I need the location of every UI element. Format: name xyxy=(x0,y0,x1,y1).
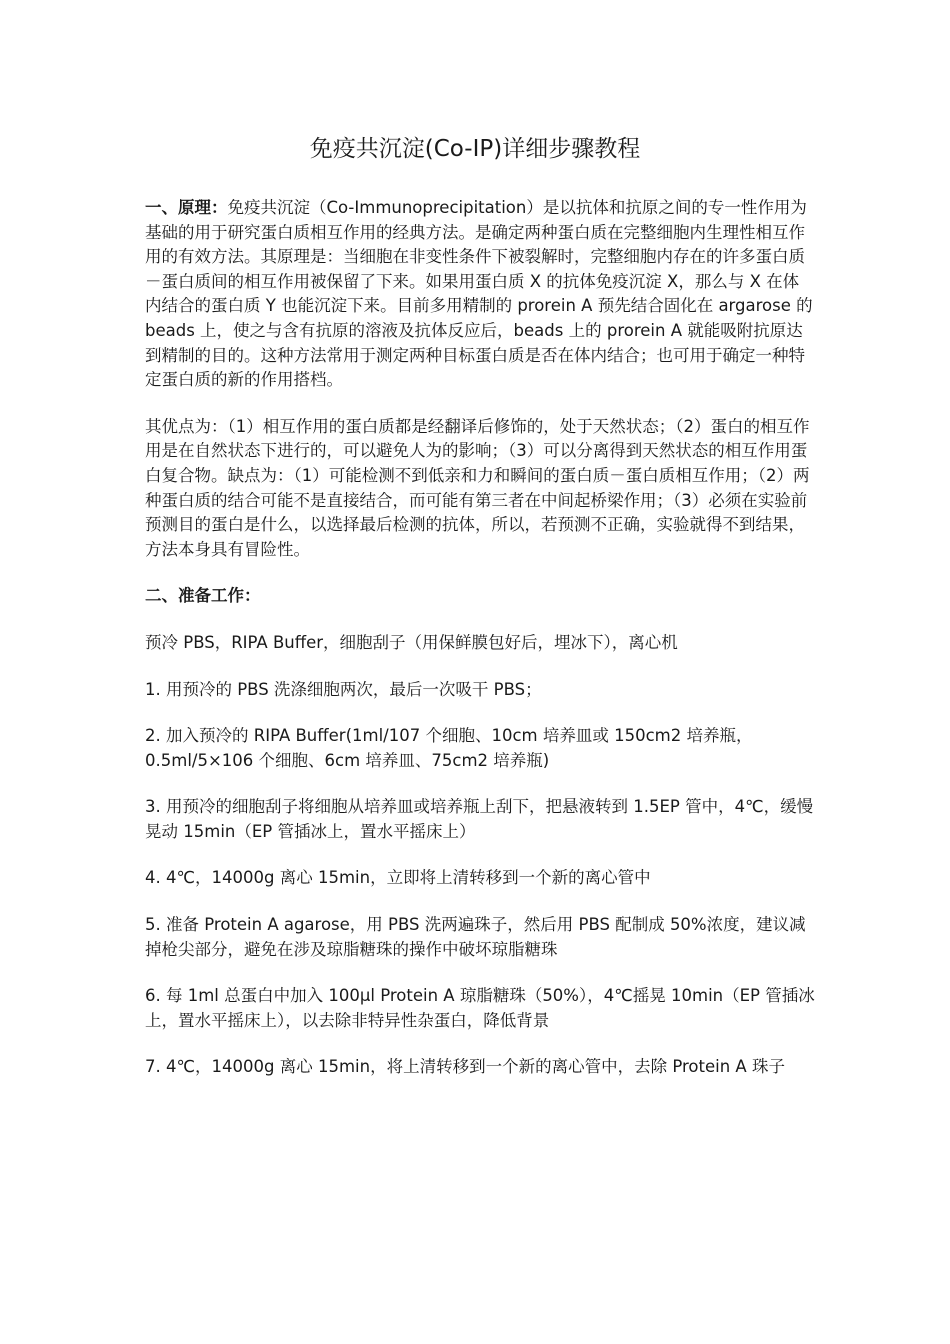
prep-heading: 二、准备工作： xyxy=(145,586,261,606)
step-1: 1. 用预冷的 PBS 洗涤细胞两次，最后一次吸干 PBS； xyxy=(145,679,542,699)
step-2: 2. 加入预冷的 RIPA Buffer(1ml/107 个细胞、10cm 培养皿或 150cm2 培养瓶，0.5ml/5×106 个细胞、6cm 培养皿、75cm2 培养瓶) xyxy=(145,726,753,770)
principle-heading: 一、原理： xyxy=(145,198,228,217)
step-3: 3. 用预冷的细胞刮子将细胞从培养皿或培养瓶上刮下，把悬液转到 1.5EP 管中，4℃，缓慢晃动 15min（EP 管插冰上，置水平摇床上） xyxy=(145,797,814,841)
step-7: 7. 4℃，14000g 离心 15min，将上清转移到一个新的离心管中，去除 Protein A 珠子 xyxy=(145,1057,785,1077)
step-4: 4. 4℃，14000g 离心 15min，立即将上清转移到一个新的离心管中 xyxy=(145,868,651,888)
principle-text: 免疫共沉淀（Co-Immunoprecipitation）是以抗体和抗原之间的专一性作用为基础的用于研究蛋白质相互作用的经典方法。是确定两种蛋白质在完整细胞内生理性相互作用的有效方法。其原理是：当细胞在非变性条件下被裂解时，完整细胞内存在的许多蛋白质－蛋白质间的相互作用被保留了下来。如果用蛋白质 X 的抗体免疫沉淀 X，那么与 X 在体内结合的蛋白质 Y 也能沉淀下来。目前多用精制的 prorein A 预先结合固化在 argarose 的 beads 上，使之与含有抗原的溶液及抗体反应后，beads 上的 prorein A 就能吸附抗原达到精制的目的。这种方法常用于测定两种目标蛋白质是否在体内结合；也可用于确定一种特定蛋白质的新的作用搭档。 xyxy=(145,198,813,390)
step-5: 5. 准备 Protein A agarose，用 PBS 洗两遍珠子，然后用 PBS 配制成 50%浓度，建议减掉枪尖部分，避免在涉及琼脂糖珠的操作中破坏琼脂糖珠 xyxy=(145,915,806,959)
prep-materials: 预冷 PBS，RIPA Buffer，细胞刮子（用保鲜膜包好后，埋冰下），离心机 xyxy=(145,632,678,652)
principle-paragraph xyxy=(145,196,815,393)
page-title: 免疫共沉淀(Co-IP)详细步骤教程 xyxy=(309,136,641,162)
step-6: 6. 每 1ml 总蛋白中加入 100μl Protein A 琼脂糖珠（50%），4℃摇晃 10min（EP 管插冰上，置水平摇床上），以去除非特异性杂蛋白，降低背景 xyxy=(145,986,815,1030)
document-body xyxy=(145,196,815,1102)
pros-cons-paragraph: 其优点为：（1）相互作用的蛋白质都是经翻译后修饰的，处于天然状态；（2）蛋白的相互作用是在自然状态下进行的，可以避免人为的影响；（3）可以分离得到天然状态的相互作用蛋白复合物。缺点为：（1）可能检测不到低亲和力和瞬间的蛋白质－蛋白质相互作用；（2）两种蛋白质的结合可能不是直接结合，而可能有第三者在中间起桥梁作用；（3）必须在实验前预测目的蛋白是什么，以选择最后检测的抗体，所以，若预测不正确，实验就得不到结果，方法本身具有冒险性。 xyxy=(145,416,810,559)
